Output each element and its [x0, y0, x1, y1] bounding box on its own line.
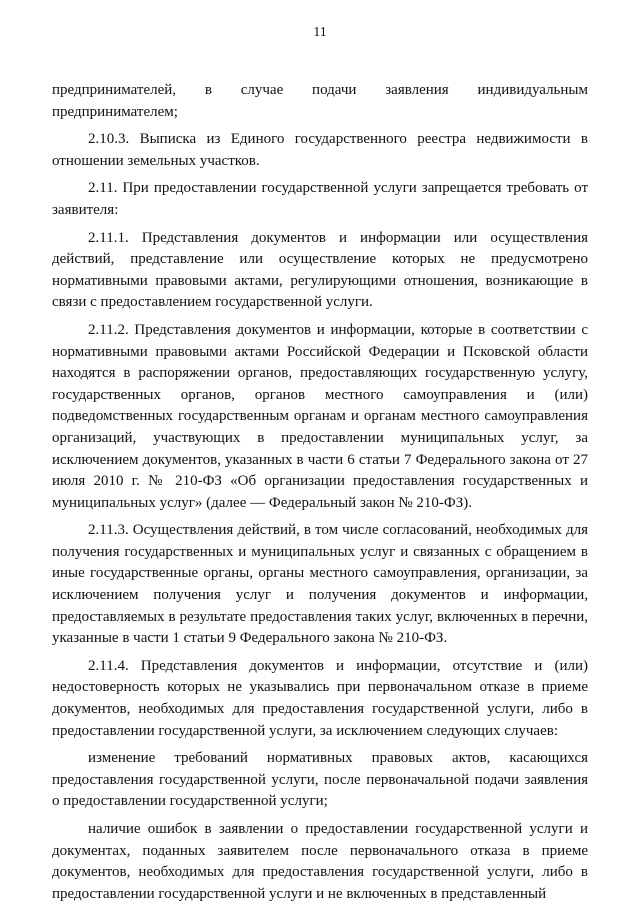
page-number: 11 [313, 25, 327, 40]
paragraph-2-11-3: 2.11.3. Осуществления действий, в том числе согласований, необходимых для получения государственных и муниципальных услуг и связанных с обращением в иные государственные органы, органы местного самоуправления, организации, за исключением получения услуг и получения документов и информации, предоставляемых в результате предоставления таких услуг, включенных в перечни, указанные в части 1 статьи 9 Федерального закона № 210-ФЗ. [52, 522, 588, 647]
paragraph-2-11: 2.11. При предоставлении государственной услуги запрещается требовать от заявителя: [52, 180, 588, 218]
paragraph-2-11-4: 2.11.4. Представления документов и информации, отсутствие и (или) недостоверность которых не указывались при первоначальном отказе в приеме документов, необходимых для предоставления государственной услуги, либо в предоставлении государственной услуги, за исключением следующих случаев: [52, 657, 588, 739]
paragraph-continuation: предпринимателей, в случае подачи заявления индивидуальным предпринимателем; [52, 82, 588, 120]
paragraph-exception-errors: наличие ошибок в заявлении о предоставлении государственной услуги и документах, поданных заявителем после первоначального отказа в приеме документов, необходимых для предоставления государственной услуги, либо в предоставлении государственной услуги и не включенных в представленный [52, 821, 588, 902]
paragraph-2-10-3: 2.10.3. Выписка из Единого государственного реестра недвижимости в отношении земельных участков. [52, 131, 588, 169]
paragraph-exception-requirements-change: изменение требований нормативных правовых актов, касающихся предоставления государственной услуги, после первоначальной подачи заявления о предоставлении государственной услуги; [52, 750, 588, 810]
paragraph-2-11-2: 2.11.2. Представления документов и информации, которые в соответствии с нормативными правовыми актами Российской Федерации и Псковской области находятся в распоряжении органов, предоставляющих государственную услугу, государственных органов, органов местного самоуправления и (или) подведомственных государственным органам и органам местного самоуправления организаций, участвующих в предоставлении муниципальных услуг, за исключением документов, указанных в части 6 статьи 7 Федерального закона от 27 июля 2010 г. № 210-ФЗ «Об организации предоставления государственных и муниципальных услуг» (далее — Федеральный закон № 210-ФЗ). [52, 321, 588, 511]
paragraph-2-11-1: 2.11.1. Представления документов и информации или осуществления действий, представление или осуществление которых не предусмотрено нормативными правовыми актами, регулирующими отношения, возникающие в связи с предоставлением государственной услуги. [52, 229, 588, 311]
document-body [52, 80, 588, 905]
